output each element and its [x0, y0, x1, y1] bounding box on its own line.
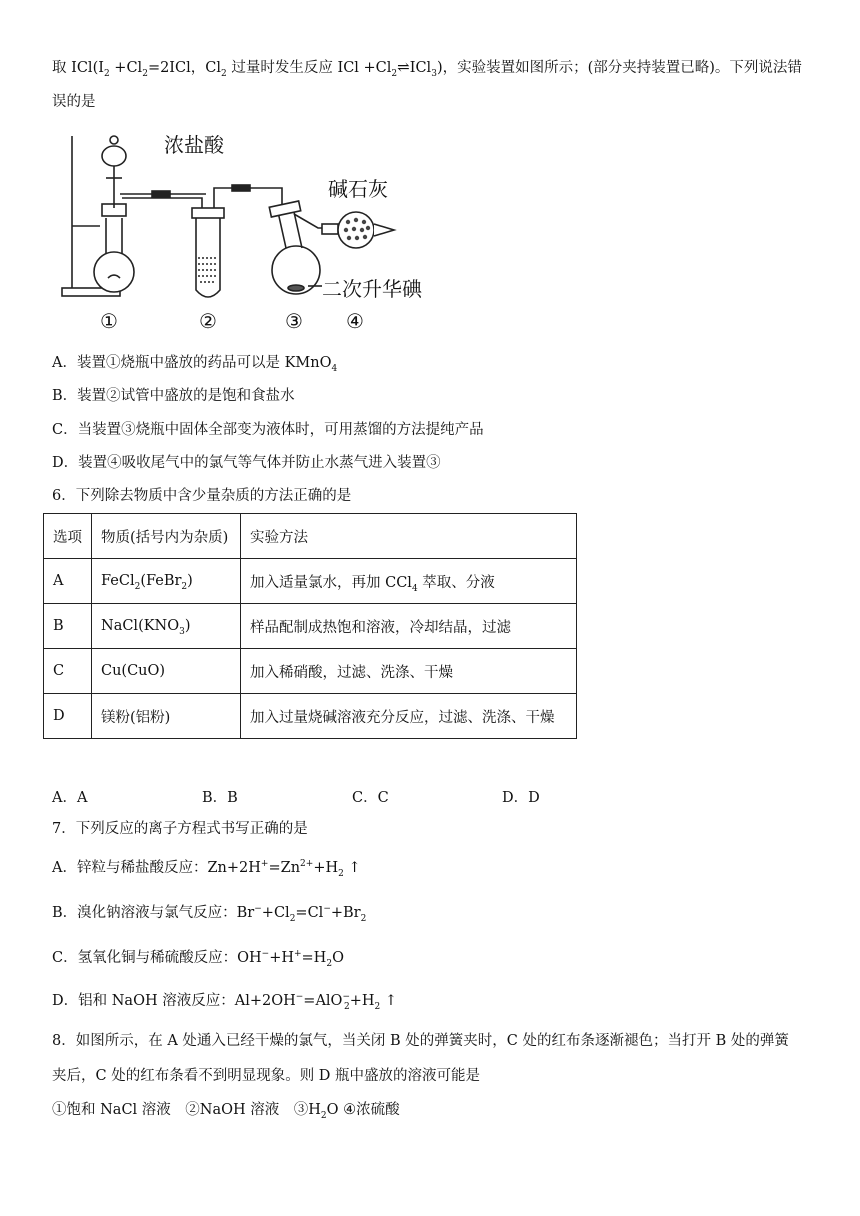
q6-choice-d: D．D — [502, 790, 540, 806]
row-substance: Cu(CuO) — [92, 649, 241, 694]
test-tube-2 — [196, 214, 220, 297]
table-row — [44, 604, 577, 649]
gas-arrow-icon: ↑ — [384, 993, 398, 1009]
separatory-funnel — [102, 146, 126, 166]
label-num-2: ② — [199, 309, 217, 333]
table-row — [44, 649, 577, 694]
row-method: 加入过量烧碱溶液充分反应，过滤、洗涤、干燥 — [241, 694, 577, 739]
header-option: 选项 — [44, 514, 92, 559]
table-row — [44, 559, 577, 604]
q8-options: ①饱和 NaCl 溶液 ②NaOH 溶液 $③H_2O$ ④浓硫酸 — [52, 1102, 400, 1121]
equilibrium-arrow: ⇌ — [397, 58, 410, 76]
q6-table — [43, 513, 577, 739]
gas-arrow-icon: ↑ — [348, 860, 361, 876]
q6-choice-c: C．C — [352, 790, 389, 806]
q6-choice-b: B．B — [202, 790, 238, 806]
label-iodine: 二次升华碘 — [322, 277, 422, 301]
q5-option-a: A．装置①烧瓶中盛放的药品可以是 KMnO$_4$ — [52, 355, 338, 374]
row-method: 样品配制成热饱和溶液，冷却结晶，过滤 — [241, 604, 577, 649]
label-num-4: ④ — [346, 309, 364, 333]
q7-stem: 7．下列反应的离子方程式书写正确的是 — [52, 821, 308, 837]
q5-stem-line1: 取 $ICl(I_2 +Cl_2=2ICl$，$Cl_2$ 过量时发生反应 ICl $+Cl_2\rightleftharpoons ICl_3$)，实验装置如图所示；(部分夹持装置已略)。下列说法错 — [52, 58, 802, 79]
q5-option-c: C．当装置③烧瓶中固体全部变为液体时，可用蒸馏的方法提纯产品 — [52, 422, 484, 438]
q5-option-b: B．装置②试管中盛放的是饱和食盐水 — [52, 388, 295, 404]
q6-stem: 6．下列除去物质中含少量杂质的方法正确的是 — [52, 488, 352, 504]
row-substance: FeCl$_2$(FeBr$_2$) — [92, 559, 241, 604]
header-substance: 物质(括号内为杂质) — [92, 514, 241, 559]
q5-stem-line2: 误的是 — [52, 94, 96, 110]
q5-option-d: D．装置④吸收尾气中的氯气等气体并防止水蒸气进入装置③ — [52, 455, 441, 471]
header-method: 实验方法 — [241, 514, 577, 559]
q7-option-a: A．锌粒与稀盐酸反应：$Zn+2H^+=Zn^{2+}+H_2$ ↑ — [52, 859, 361, 879]
label-hcl: 浓盐酸 — [164, 133, 224, 157]
row-method: 加入稀硝酸，过滤、洗涤、干燥 — [241, 649, 577, 694]
apparatus-figure — [56, 128, 436, 334]
flask-1 — [94, 252, 134, 292]
label-num-1: ① — [100, 309, 118, 333]
table-row — [44, 694, 577, 739]
q7-option-b: B．溴化钠溶液与氯气反应：$Br^-+Cl_2=Cl^-+Br_2$ — [52, 904, 367, 924]
label-soda-lime: 碱石灰 — [328, 177, 388, 201]
row-substance: 镁粉(铝粉) — [92, 694, 241, 739]
label-num-3: ③ — [285, 309, 303, 333]
q8-stem-line1: 8．如图所示，在 A 处通入已经干燥的氯气，当关闭 B 处的弹簧夹时，C 处的红布条逐渐褪色；当打开 B 处的弹簧 — [52, 1033, 789, 1049]
row-option: D — [44, 694, 92, 739]
row-substance: $NaCl(KNO_3)$ — [92, 604, 241, 649]
row-option: A — [44, 559, 92, 604]
q7-option-c: C．氢氧化铜与稀硫酸反应：$OH^-+H^+=H_2O$ — [52, 949, 344, 969]
row-option: C — [44, 649, 92, 694]
q8-stem-line2: 夹后，C 处的红布条看不到明显现象。则 D 瓶中盛放的溶液可能是 — [52, 1068, 481, 1084]
row-method: 加入适量氯水，再加 CCl$_4$ 萃取、分液 — [241, 559, 577, 604]
q6-choice-a: A．A — [52, 790, 88, 806]
row-option: B — [44, 604, 92, 649]
q7-option-d: D．铝和 NaOH 溶液反应：$Al+2OH^-=AlO^-_2+H_2$ ↑ — [52, 992, 398, 1012]
table-header-row — [44, 514, 577, 559]
